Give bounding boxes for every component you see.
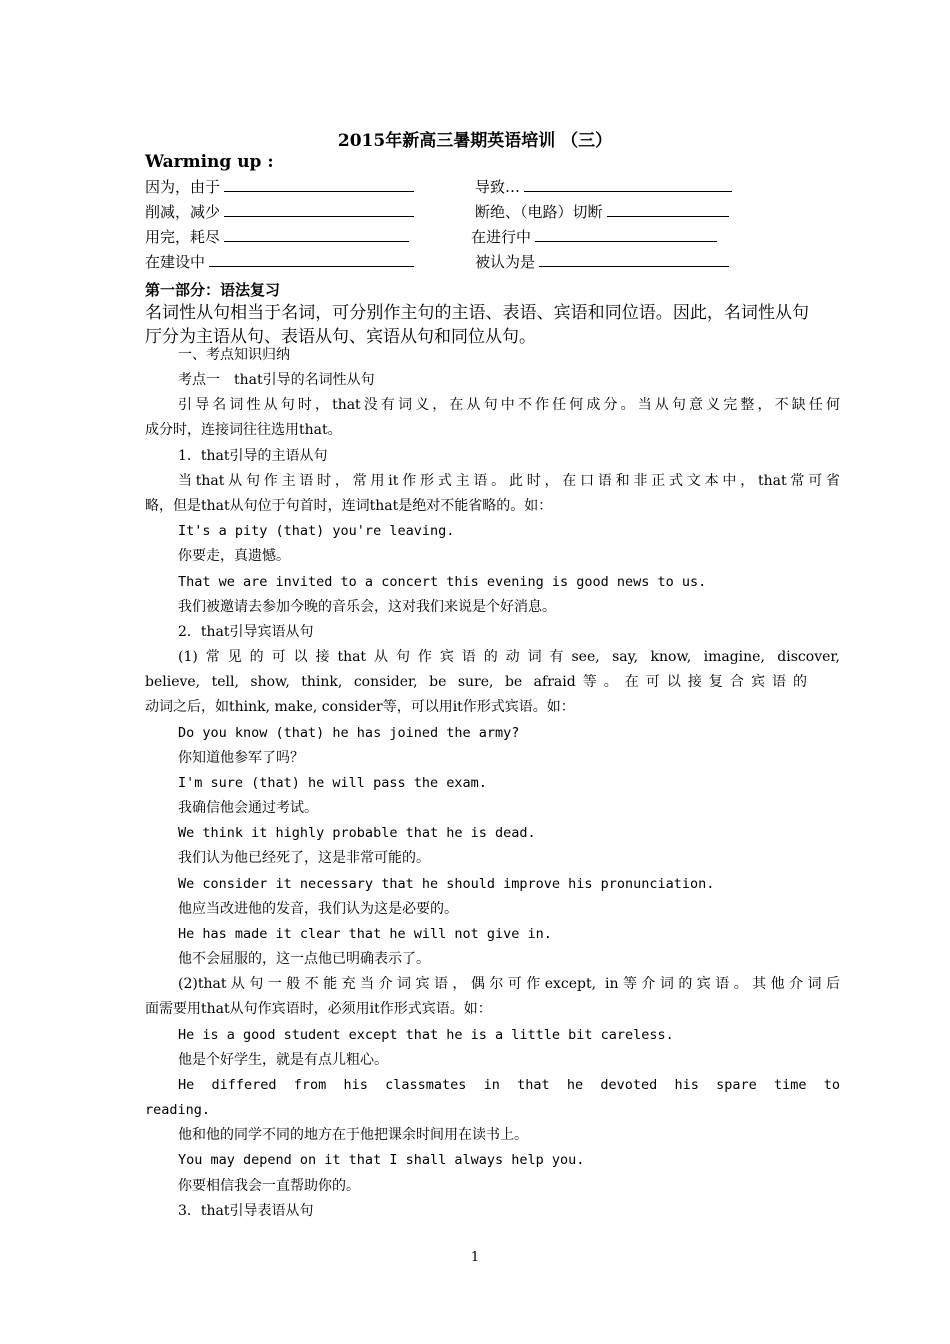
translation: 你要走，真遗憾。 bbox=[178, 548, 290, 564]
example-sentence: That we are invited to a concert this evening is good news to us. bbox=[178, 574, 707, 590]
example-sentence: He differed from his classmates in that he devoted his spare time to bbox=[178, 1077, 840, 1093]
translation: 你知道他参军了吗？ bbox=[178, 750, 304, 766]
warming-up-heading: Warming up : bbox=[145, 152, 274, 172]
text-line: 成分时，连接词往往选用that。 bbox=[145, 422, 342, 438]
text-line: (2)that从句一般不能充当介词宾语，偶尔可作except, in等介词的宾语。其他介词后 bbox=[178, 976, 840, 992]
translation: 我确信他会通过考试。 bbox=[178, 800, 318, 816]
answer-blank[interactable] bbox=[524, 176, 732, 192]
text-line: 略，但是that从句位于句首时，连词that是绝对不能省略的。如： bbox=[145, 498, 553, 514]
warming-row bbox=[145, 251, 805, 275]
page-number: 1 bbox=[470, 1250, 480, 1265]
text-line: 考点一 that引导的名词性从句 bbox=[178, 372, 375, 388]
example-sentence: He is a good student except that he is a little bit careless. bbox=[178, 1027, 674, 1043]
warming-item: 断绝、（电路）切断 bbox=[475, 201, 729, 222]
answer-blank[interactable] bbox=[539, 251, 729, 267]
translation: 他应当改进他的发音，我们认为这是必要的。 bbox=[178, 901, 458, 917]
example-sentence: Do you know (that) he has joined the army? bbox=[178, 725, 520, 741]
example-sentence: I'm sure (that) he will pass the exam. bbox=[178, 775, 487, 791]
warming-item: 用完，耗尽 bbox=[145, 226, 409, 247]
document-title: 2015年新高三暑期英语培训 （三） bbox=[337, 131, 613, 151]
warming-row bbox=[145, 201, 805, 225]
translation: 你要相信我会一直帮助你的。 bbox=[178, 1178, 360, 1194]
warming-item: 因为，由于 bbox=[145, 176, 414, 197]
text-line: 2．that引导宾语从句 bbox=[178, 624, 314, 640]
text-line: believe, tell, show, think, consider, be sure, be afraid等。在可以接复合宾语的 bbox=[145, 674, 807, 690]
warming-row bbox=[145, 176, 805, 200]
example-sentence: reading. bbox=[145, 1102, 211, 1118]
text-line: 1．that引导的主语从句 bbox=[178, 448, 328, 464]
section-heading: 第一部分：语法复习 bbox=[145, 281, 281, 299]
example-sentence: We think it highly probable that he is dead. bbox=[178, 825, 536, 841]
intro-paragraph: 名词性从句相当于名词，可分别作主句的主语、表语、宾语和同位语。因此，名词性从句厅分为主语从句、表语从句、宾语从句和同位从句。 bbox=[145, 303, 809, 347]
answer-blank[interactable] bbox=[224, 176, 414, 192]
answer-blank[interactable] bbox=[535, 226, 717, 242]
example-sentence: We consider it necessary that he should improve his pronunciation. bbox=[178, 876, 715, 892]
warming-item: 在建设中 bbox=[145, 251, 414, 272]
warming-row bbox=[145, 226, 805, 250]
text-line: 动词之后，如think, make, consider等，可以用it作形式宾语。如： bbox=[145, 699, 575, 715]
example-sentence: It's a pity (that) you're leaving. bbox=[178, 523, 455, 539]
warming-item: 导致… bbox=[475, 176, 732, 197]
example-sentence: You may depend on it that I shall always help you. bbox=[178, 1152, 585, 1168]
answer-blank[interactable] bbox=[224, 201, 414, 217]
text-line: 当that从句作主语时，常用it作形式主语。此时，在口语和非正式文本中，that常可省 bbox=[178, 473, 840, 489]
warming-item: 被认为是 bbox=[475, 251, 729, 272]
answer-blank[interactable] bbox=[224, 226, 409, 242]
warming-item: 在进行中 bbox=[471, 226, 717, 247]
translation: 他不会屈服的，这一点他已明确表示了。 bbox=[178, 951, 430, 967]
answer-blank[interactable] bbox=[209, 251, 414, 267]
text-line: 引导名词性从句时，that没有词义，在从句中不作任何成分。当从句意义完整，不缺任何 bbox=[178, 397, 840, 413]
translation: 我们认为他已经死了，这是非常可能的。 bbox=[178, 850, 430, 866]
translation: 他和他的同学不同的地方在于他把课余时间用在读书上。 bbox=[178, 1127, 528, 1143]
text-line: (1)常见的可以接that从句作宾语的动词有see, say, know, imagine, discover, bbox=[178, 649, 840, 665]
warming-item: 削减，减少 bbox=[145, 201, 414, 222]
translation: 我们被邀请去参加今晚的音乐会，这对我们来说是个好消息。 bbox=[178, 599, 556, 615]
example-sentence: He has made it clear that he will not give in. bbox=[178, 926, 552, 942]
text-line: 一、考点知识归纳 bbox=[178, 347, 290, 363]
answer-blank[interactable] bbox=[607, 201, 729, 217]
text-line: 3．that引导表语从句 bbox=[178, 1203, 314, 1219]
translation: 他是个好学生，就是有点儿粗心。 bbox=[178, 1052, 388, 1068]
text-line: 面需要用that从句作宾语时，必须用it作形式宾语。如： bbox=[145, 1001, 492, 1017]
